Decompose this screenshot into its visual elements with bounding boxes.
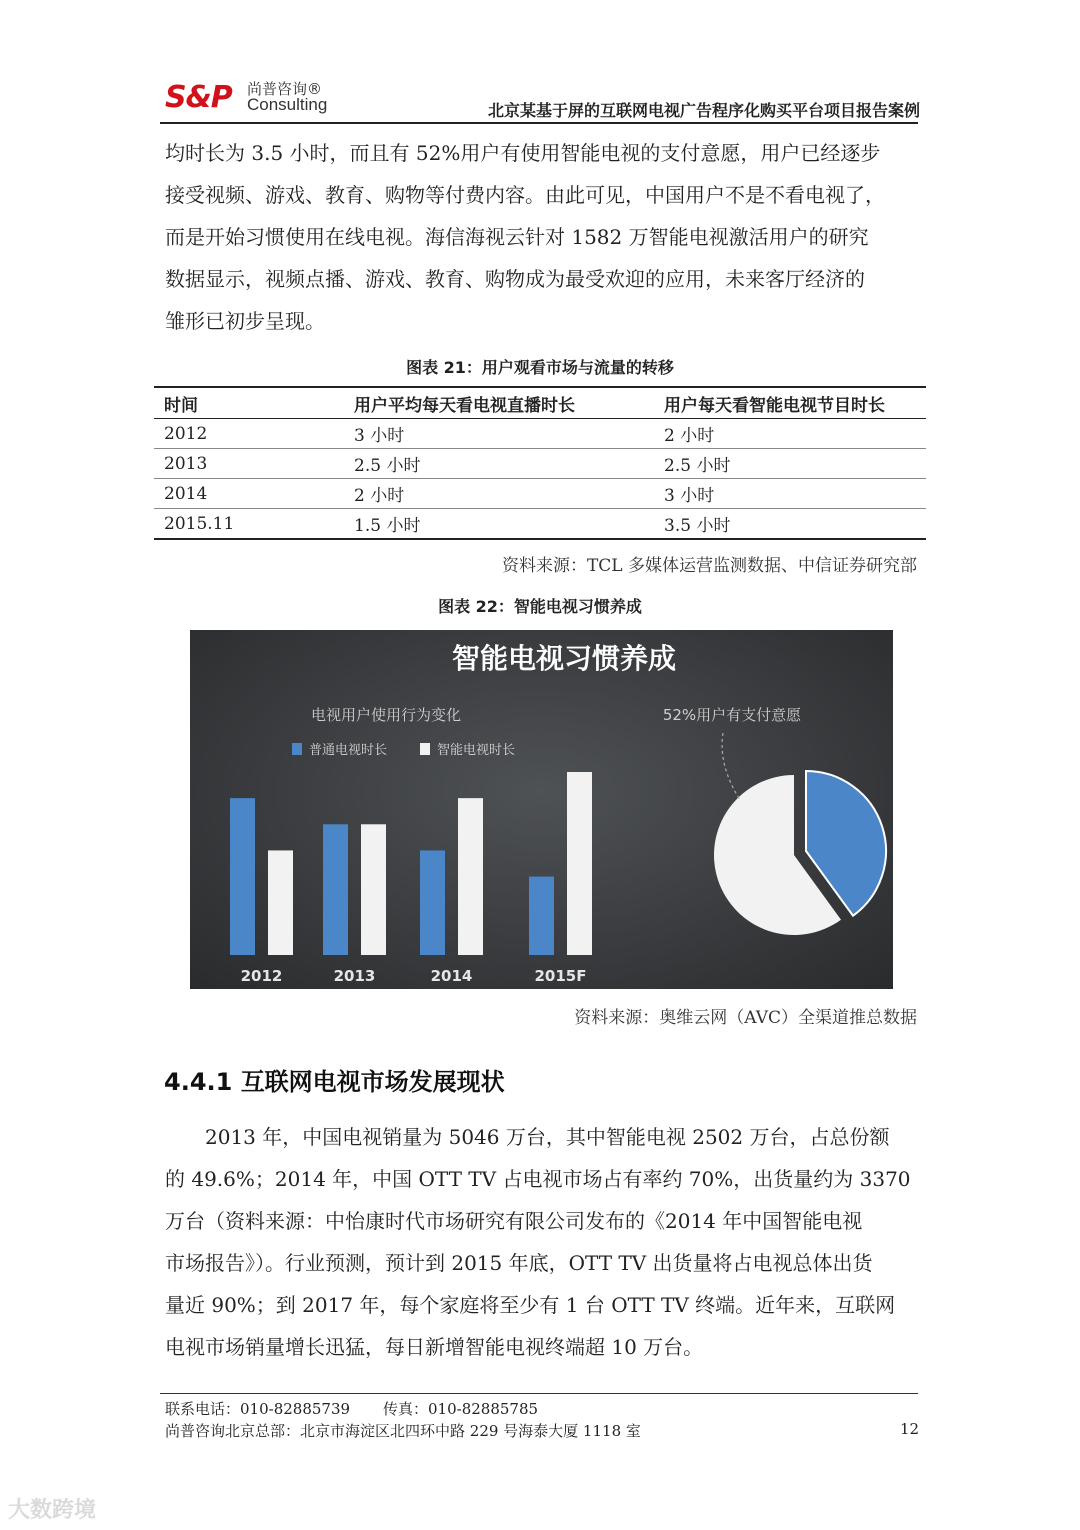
table-cell: 2015.11	[154, 509, 344, 540]
bar-2012-regular	[230, 798, 255, 955]
paragraph-line: 的 49.6%；2014 年，中国 OTT TV 占电视市场占有率约 70%，出货量约为 3370	[165, 1167, 911, 1191]
x-tick-label: 2013	[333, 967, 376, 985]
table-header-row	[154, 387, 926, 419]
logo-cn: 尚普咨询®	[247, 80, 323, 98]
bar-2013-smart	[361, 824, 386, 955]
chart-svg	[190, 630, 893, 989]
paragraph-line: 雏形已初步呈现。	[165, 309, 325, 333]
footer-phone: 联系电话：010-82885739	[165, 1400, 351, 1418]
pie-title: 52%用户有支付意愿	[662, 706, 802, 724]
paragraph-line: 万台（资料来源：中怡康时代市场研究有限公司发布的《2014 年中国智能电视	[165, 1209, 863, 1233]
bar-2015F-smart	[567, 772, 592, 955]
table-row	[154, 509, 926, 540]
paragraph-1	[165, 132, 917, 342]
legend-swatch	[420, 743, 430, 755]
paragraph-line: 量近 90%；到 2017 年，每个家庭将至少有 1 台 OTT TV 终端。近年来，互联网	[165, 1293, 896, 1317]
paragraph-line: 均时长为 3.5 小时，而且有 52%用户有使用智能电视的支付意愿，用户已经逐步	[165, 141, 881, 165]
paragraph-line: 接受视频、游戏、教育、购物等付费内容。由此可见，中国用户不是不看电视了，	[165, 183, 885, 207]
pie-leader-line	[722, 733, 740, 800]
header-title: 北京某基于屏的互联网电视广告程序化购买平台项目报告案例	[487, 101, 920, 120]
table-header: 用户平均每天看电视直播时长	[344, 387, 654, 419]
header-divider	[160, 122, 918, 124]
table-cell: 2 小时	[654, 419, 926, 449]
legend-label: 智能电视时长	[437, 743, 516, 758]
table-row	[154, 479, 926, 509]
x-tick-label: 2014	[430, 967, 473, 985]
paragraph-line: 而是开始习惯使用在线电视。海信海视云针对 1582 万智能电视激活用户的研究	[165, 225, 869, 249]
page-number: 12	[900, 1420, 920, 1438]
data-table	[154, 386, 926, 540]
table-header: 时间	[154, 387, 344, 419]
paragraph-line: 市场报告》）。行业预测，预计到 2015 年底，OTT TV 出货量将占电视总体出货	[165, 1251, 873, 1275]
chart-subtitle: 电视用户使用行为变化	[310, 706, 462, 724]
x-tick-label: 2012	[240, 967, 283, 985]
bar-2014-smart	[458, 798, 483, 955]
footer-address: 尚普咨询北京总部：北京市海淀区北四环中路 229 号海泰大厦 1118 室	[165, 1422, 641, 1440]
chart-title: 智能电视习惯养成	[451, 642, 677, 675]
table-row	[154, 449, 926, 479]
watermark: 大数跨境	[8, 1498, 97, 1523]
table-cell: 2 小时	[344, 479, 654, 509]
table-source: 资料来源：TCL 多媒体运营监测数据、中信证券研究部	[501, 556, 917, 576]
table-caption: 图表 21：用户观看市场与流量的转移	[406, 358, 674, 377]
table-cell: 3.5 小时	[654, 509, 926, 540]
table-cell: 3 小时	[344, 419, 654, 449]
company-logo	[165, 78, 335, 118]
section-heading: 4.4.1 互联网电视市场发展现状	[164, 1068, 505, 1096]
x-tick-label: 2015F	[534, 967, 587, 985]
bar-2012-smart	[268, 850, 293, 955]
table-cell: 3 小时	[654, 479, 926, 509]
figure-source: 资料来源：奥维云网（AVC）全渠道推总数据	[574, 1008, 917, 1028]
table-row	[154, 419, 926, 449]
table-cell: 1.5 小时	[344, 509, 654, 540]
bar-2015F-regular	[529, 877, 554, 955]
table-cell: 2.5 小时	[344, 449, 654, 479]
footer-fax: 传真：010-82885785	[383, 1400, 539, 1418]
legend-label: 普通电视时长	[309, 743, 388, 758]
table-cell: 2014	[154, 479, 344, 509]
figure-caption: 图表 22：智能电视习惯养成	[438, 597, 642, 616]
bar-2013-regular	[323, 824, 348, 955]
table-header: 用户每天看智能电视节目时长	[654, 387, 926, 419]
chart-panel	[190, 630, 893, 989]
legend-swatch	[292, 743, 302, 755]
paragraph-line: 2013 年，中国电视销量为 5046 万台，其中智能电视 2502 万台，占总份额	[205, 1125, 890, 1149]
table-cell: 2.5 小时	[654, 449, 926, 479]
paragraph-2	[165, 1116, 917, 1368]
logo-en: Consulting	[247, 95, 328, 114]
footer-divider	[160, 1393, 918, 1394]
paragraph-line: 电视市场销量增长迅猛，每日新增智能电视终端超 10 万台。	[165, 1335, 704, 1359]
logo-mark: S&P	[165, 80, 232, 115]
table-cell: 2012	[154, 419, 344, 449]
table-cell: 2013	[154, 449, 344, 479]
paragraph-line: 数据显示，视频点播、游戏、教育、购物成为最受欢迎的应用，未来客厅经济的	[165, 267, 865, 291]
bar-2014-regular	[420, 850, 445, 955]
